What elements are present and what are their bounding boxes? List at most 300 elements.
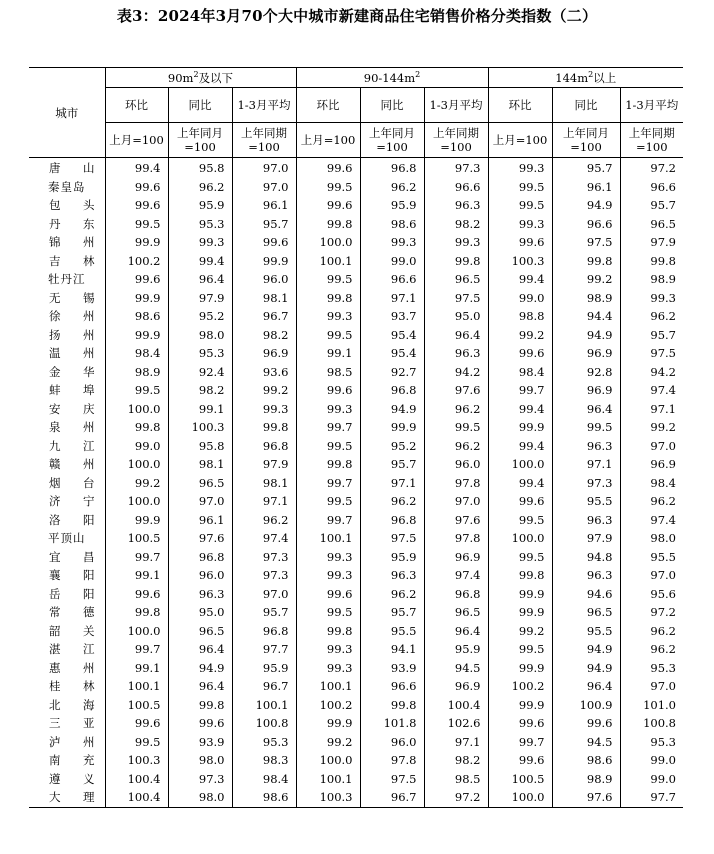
index-value-cell: 96.0 <box>232 270 296 289</box>
table-row <box>29 233 683 252</box>
table-row <box>29 307 683 326</box>
index-value-cell: 99.6 <box>232 233 296 252</box>
index-value-cell: 94.8 <box>552 548 620 567</box>
index-value-cell: 100.3 <box>168 418 232 437</box>
city-cell <box>29 585 105 604</box>
index-value-cell: 97.8 <box>424 529 488 548</box>
index-value-cell: 99.5 <box>296 437 360 456</box>
base-header: 上月=100 <box>296 123 360 158</box>
index-value-cell: 95.3 <box>232 733 296 752</box>
city-cell <box>29 492 105 511</box>
index-value-cell: 98.0 <box>168 788 232 807</box>
index-value-cell: 95.5 <box>552 492 620 511</box>
index-value-cell: 99.8 <box>168 696 232 715</box>
index-value-cell: 95.3 <box>620 733 683 752</box>
table-row <box>29 733 683 752</box>
index-value-cell: 99.7 <box>488 381 552 400</box>
index-value-cell: 99.6 <box>105 714 168 733</box>
index-value-cell: 95.9 <box>360 196 424 215</box>
index-value-cell: 99.5 <box>488 548 552 567</box>
base-header: 上月=100 <box>488 123 552 158</box>
index-value-cell: 99.2 <box>488 622 552 641</box>
index-value-cell: 99.6 <box>105 270 168 289</box>
index-value-cell: 95.9 <box>360 548 424 567</box>
index-value-cell: 100.0 <box>488 788 552 807</box>
index-value-cell: 96.3 <box>552 566 620 585</box>
city-cell <box>29 289 105 308</box>
index-value-cell: 99.8 <box>105 418 168 437</box>
index-value-cell: 96.2 <box>620 307 683 326</box>
index-value-cell: 97.9 <box>552 529 620 548</box>
index-value-cell: 96.2 <box>620 492 683 511</box>
index-value-cell: 94.1 <box>360 640 424 659</box>
city-cell <box>29 696 105 715</box>
index-value-cell: 97.0 <box>620 566 683 585</box>
city-cell <box>29 511 105 530</box>
index-value-cell: 97.6 <box>424 381 488 400</box>
index-value-cell: 99.5 <box>488 640 552 659</box>
index-value-cell: 94.9 <box>552 196 620 215</box>
index-value-cell: 99.6 <box>296 158 360 178</box>
city-cell <box>29 770 105 789</box>
index-value-cell: 97.3 <box>232 566 296 585</box>
table-row <box>29 270 683 289</box>
index-value-cell: 99.8 <box>296 289 360 308</box>
index-value-cell: 99.9 <box>105 289 168 308</box>
index-value-cell: 96.2 <box>360 585 424 604</box>
index-value-cell: 96.6 <box>552 215 620 234</box>
index-value-cell: 99.8 <box>232 418 296 437</box>
index-value-cell: 96.6 <box>424 178 488 197</box>
table-row <box>29 400 683 419</box>
index-value-cell: 99.4 <box>488 437 552 456</box>
table-row <box>29 640 683 659</box>
index-value-cell: 95.6 <box>620 585 683 604</box>
index-value-cell: 95.7 <box>360 603 424 622</box>
index-value-cell: 93.6 <box>232 363 296 382</box>
base-header: 上年同期=100 <box>232 123 296 158</box>
table-row <box>29 437 683 456</box>
city-name: 蚌 埠 <box>49 383 95 397</box>
table-row <box>29 215 683 234</box>
index-value-cell: 97.6 <box>168 529 232 548</box>
table-row <box>29 455 683 474</box>
index-value-cell: 99.9 <box>488 659 552 678</box>
index-value-cell: 94.4 <box>552 307 620 326</box>
index-value-cell: 96.1 <box>168 511 232 530</box>
index-value-cell: 95.4 <box>360 326 424 345</box>
table-row <box>29 326 683 345</box>
city-cell <box>29 733 105 752</box>
city-cell <box>29 215 105 234</box>
city-name: 大 理 <box>49 790 95 804</box>
index-value-cell: 100.8 <box>620 714 683 733</box>
index-value-cell: 100.5 <box>488 770 552 789</box>
index-value-cell: 99.3 <box>488 215 552 234</box>
index-value-cell: 98.9 <box>552 289 620 308</box>
index-value-cell: 100.0 <box>105 400 168 419</box>
index-value-cell: 95.5 <box>620 548 683 567</box>
index-value-cell: 95.7 <box>232 603 296 622</box>
index-value-cell: 99.9 <box>105 233 168 252</box>
index-value-cell: 99.1 <box>105 659 168 678</box>
index-value-cell: 100.2 <box>296 696 360 715</box>
city-name: 济 宁 <box>49 494 95 508</box>
index-value-cell: 99.3 <box>296 548 360 567</box>
table-row <box>29 529 683 548</box>
index-value-cell: 97.2 <box>620 603 683 622</box>
table-row <box>29 178 683 197</box>
city-cell <box>29 437 105 456</box>
city-cell <box>29 158 105 178</box>
table-row <box>29 418 683 437</box>
index-value-cell: 99.6 <box>168 714 232 733</box>
index-value-cell: 97.5 <box>552 233 620 252</box>
table-row <box>29 289 683 308</box>
index-value-cell: 99.8 <box>296 215 360 234</box>
index-value-cell: 99.6 <box>488 714 552 733</box>
city-name: 岳 阳 <box>49 586 95 601</box>
table-row <box>29 585 683 604</box>
index-value-cell: 97.4 <box>620 381 683 400</box>
index-value-cell: 99.3 <box>296 400 360 419</box>
base-header: 上年同月=100 <box>552 123 620 158</box>
metric-header: 同比 <box>168 88 232 123</box>
index-value-cell: 100.5 <box>105 696 168 715</box>
index-value-cell: 99.3 <box>296 640 360 659</box>
table-row <box>29 474 683 493</box>
index-value-cell: 96.5 <box>168 622 232 641</box>
index-value-cell: 99.9 <box>105 511 168 530</box>
index-value-cell: 97.8 <box>360 751 424 770</box>
index-value-cell: 99.6 <box>105 178 168 197</box>
index-value-cell: 98.4 <box>488 363 552 382</box>
index-value-cell: 97.1 <box>232 492 296 511</box>
index-value-cell: 98.9 <box>105 363 168 382</box>
index-value-cell: 100.3 <box>105 751 168 770</box>
index-value-cell: 96.8 <box>232 622 296 641</box>
city-name: 九 江 <box>49 438 95 453</box>
index-value-cell: 96.1 <box>552 178 620 197</box>
table-row <box>29 770 683 789</box>
index-value-cell: 95.5 <box>552 622 620 641</box>
index-value-cell: 96.6 <box>620 178 683 197</box>
table-row <box>29 696 683 715</box>
index-value-cell: 96.9 <box>232 344 296 363</box>
index-value-cell: 97.3 <box>232 548 296 567</box>
index-value-cell: 95.7 <box>620 326 683 345</box>
city-name: 唐 山 <box>49 161 95 175</box>
city-name: 赣 州 <box>49 457 95 471</box>
metric-header: 1-3月平均 <box>232 88 296 123</box>
index-value-cell: 96.1 <box>232 196 296 215</box>
index-value-cell: 99.0 <box>620 751 683 770</box>
index-value-cell: 96.2 <box>424 400 488 419</box>
metric-header: 环比 <box>105 88 168 123</box>
city-name: 无 锡 <box>49 290 95 305</box>
index-value-cell: 101.0 <box>620 696 683 715</box>
index-value-cell: 97.0 <box>232 585 296 604</box>
index-value-cell: 99.7 <box>296 418 360 437</box>
index-value-cell: 95.3 <box>168 344 232 363</box>
index-value-cell: 96.2 <box>424 437 488 456</box>
city-cell <box>29 566 105 585</box>
table-row <box>29 492 683 511</box>
index-value-cell: 99.0 <box>620 770 683 789</box>
index-value-cell: 96.4 <box>168 640 232 659</box>
index-value-cell: 100.1 <box>296 677 360 696</box>
index-value-cell: 99.5 <box>296 326 360 345</box>
city-cell <box>29 529 105 548</box>
index-value-cell: 100.4 <box>105 788 168 807</box>
index-value-cell: 94.6 <box>552 585 620 604</box>
index-value-cell: 97.0 <box>620 677 683 696</box>
city-cell <box>29 178 105 197</box>
index-value-cell: 99.1 <box>105 566 168 585</box>
index-value-cell: 99.9 <box>232 252 296 271</box>
index-value-cell: 97.7 <box>232 640 296 659</box>
index-value-cell: 97.2 <box>620 158 683 178</box>
index-value-cell: 98.5 <box>296 363 360 382</box>
index-value-cell: 99.2 <box>552 270 620 289</box>
index-value-cell: 97.0 <box>232 158 296 178</box>
index-value-cell: 99.8 <box>105 603 168 622</box>
table-row <box>29 751 683 770</box>
index-value-cell: 93.9 <box>168 733 232 752</box>
index-value-cell: 96.9 <box>620 455 683 474</box>
index-value-cell: 99.2 <box>488 326 552 345</box>
index-value-cell: 98.0 <box>168 326 232 345</box>
index-value-cell: 99.9 <box>105 326 168 345</box>
index-value-cell: 97.4 <box>232 529 296 548</box>
index-value-cell: 100.0 <box>105 622 168 641</box>
index-value-cell: 99.8 <box>296 622 360 641</box>
index-value-cell: 99.7 <box>105 640 168 659</box>
index-value-cell: 99.9 <box>488 696 552 715</box>
index-value-cell: 95.0 <box>424 307 488 326</box>
index-value-cell: 99.9 <box>360 418 424 437</box>
index-value-cell: 96.3 <box>168 585 232 604</box>
index-value-cell: 99.8 <box>552 252 620 271</box>
index-value-cell: 99.4 <box>105 158 168 178</box>
city-name: 遵 义 <box>49 771 95 786</box>
index-value-cell: 97.5 <box>360 529 424 548</box>
index-value-cell: 96.0 <box>424 455 488 474</box>
index-value-cell: 99.8 <box>424 252 488 271</box>
index-value-cell: 96.2 <box>620 640 683 659</box>
index-value-cell: 99.6 <box>105 585 168 604</box>
city-cell <box>29 474 105 493</box>
index-value-cell: 95.4 <box>360 344 424 363</box>
index-value-cell: 96.2 <box>360 178 424 197</box>
index-value-cell: 97.8 <box>424 474 488 493</box>
index-value-cell: 98.3 <box>232 751 296 770</box>
index-value-cell: 100.3 <box>296 788 360 807</box>
index-value-cell: 97.3 <box>552 474 620 493</box>
index-value-cell: 99.6 <box>552 714 620 733</box>
index-value-cell: 98.1 <box>232 474 296 493</box>
city-cell <box>29 270 105 289</box>
city-column-header: 城市 <box>29 68 105 158</box>
city-name: 常 德 <box>49 605 95 619</box>
index-value-cell: 98.1 <box>168 455 232 474</box>
index-value-cell: 95.8 <box>168 437 232 456</box>
index-value-cell: 100.1 <box>296 252 360 271</box>
index-value-cell: 99.2 <box>105 474 168 493</box>
index-value-cell: 99.5 <box>296 178 360 197</box>
index-value-cell: 98.0 <box>620 529 683 548</box>
city-cell <box>29 363 105 382</box>
index-value-cell: 100.1 <box>296 770 360 789</box>
index-value-cell: 99.8 <box>360 696 424 715</box>
index-value-cell: 98.0 <box>168 751 232 770</box>
group-header-large: $144m^2$以上 <box>488 68 683 88</box>
index-value-cell: 99.6 <box>296 585 360 604</box>
index-value-cell: 99.9 <box>488 603 552 622</box>
index-value-cell: 94.9 <box>168 659 232 678</box>
index-value-cell: 94.5 <box>552 733 620 752</box>
index-value-cell: 96.8 <box>360 511 424 530</box>
index-value-cell: 95.9 <box>424 640 488 659</box>
index-value-cell: 99.3 <box>296 307 360 326</box>
index-value-cell: 99.8 <box>488 566 552 585</box>
city-name: 包 头 <box>49 198 95 212</box>
index-value-cell: 99.4 <box>488 474 552 493</box>
index-value-cell: 93.9 <box>360 659 424 678</box>
index-value-cell: 99.1 <box>296 344 360 363</box>
table-row <box>29 252 683 271</box>
base-header: 上月=100 <box>105 123 168 158</box>
index-value-cell: 97.4 <box>620 511 683 530</box>
index-value-cell: 97.5 <box>360 770 424 789</box>
index-value-cell: 95.0 <box>168 603 232 622</box>
index-value-cell: 96.7 <box>232 677 296 696</box>
metric-header: 环比 <box>296 88 360 123</box>
index-value-cell: 99.5 <box>488 178 552 197</box>
index-value-cell: 98.1 <box>232 289 296 308</box>
base-header: 上年同月=100 <box>168 123 232 158</box>
index-value-cell: 96.2 <box>360 492 424 511</box>
index-value-cell: 96.5 <box>424 270 488 289</box>
index-value-cell: 98.6 <box>552 751 620 770</box>
city-name: 惠 州 <box>49 660 95 675</box>
index-value-cell: 95.2 <box>360 437 424 456</box>
index-value-cell: 100.1 <box>105 677 168 696</box>
index-value-cell: 97.0 <box>424 492 488 511</box>
city-name: 北 海 <box>49 697 95 712</box>
group-header-small: $90m^2$及以下 <box>105 68 296 88</box>
index-value-cell: 98.2 <box>424 751 488 770</box>
index-value-cell: 99.5 <box>424 418 488 437</box>
city-name: 温 州 <box>49 346 95 360</box>
city-name: 平顶山 <box>48 531 86 545</box>
index-value-cell: 99.2 <box>296 733 360 752</box>
index-value-cell: 98.2 <box>424 215 488 234</box>
index-value-cell: 96.9 <box>552 381 620 400</box>
city-cell <box>29 751 105 770</box>
city-name: 襄 阳 <box>49 568 95 582</box>
index-value-cell: 99.6 <box>105 196 168 215</box>
index-value-cell: 95.7 <box>232 215 296 234</box>
index-value-cell: 98.8 <box>488 307 552 326</box>
index-value-cell: 98.6 <box>105 307 168 326</box>
index-value-cell: 99.3 <box>296 659 360 678</box>
index-value-cell: 97.5 <box>620 344 683 363</box>
table-row <box>29 548 683 567</box>
city-cell <box>29 603 105 622</box>
index-value-cell: 96.2 <box>620 622 683 641</box>
index-value-cell: 94.2 <box>424 363 488 382</box>
index-value-cell: 94.2 <box>620 363 683 382</box>
index-value-cell: 102.6 <box>424 714 488 733</box>
index-value-cell: 96.9 <box>552 344 620 363</box>
index-value-cell: 100.0 <box>105 455 168 474</box>
index-value-cell: 96.5 <box>168 474 232 493</box>
index-value-cell: 94.9 <box>552 640 620 659</box>
index-value-cell: 97.3 <box>424 158 488 178</box>
price-index-table <box>29 67 683 808</box>
index-value-cell: 99.5 <box>105 733 168 752</box>
index-value-cell: 95.8 <box>168 158 232 178</box>
group-header-medium: $90-144m^2$ <box>296 68 488 88</box>
city-name: 泉 州 <box>49 420 95 434</box>
table-row <box>29 714 683 733</box>
city-cell <box>29 548 105 567</box>
index-value-cell: 96.7 <box>232 307 296 326</box>
index-value-cell: 99.7 <box>296 474 360 493</box>
index-value-cell: 97.3 <box>168 770 232 789</box>
city-cell <box>29 455 105 474</box>
city-cell <box>29 196 105 215</box>
index-value-cell: 100.1 <box>232 696 296 715</box>
index-value-cell: 99.7 <box>105 548 168 567</box>
city-cell <box>29 659 105 678</box>
index-value-cell: 96.5 <box>424 603 488 622</box>
index-value-cell: 100.2 <box>488 677 552 696</box>
index-value-cell: 99.3 <box>168 233 232 252</box>
index-value-cell: 93.7 <box>360 307 424 326</box>
index-value-cell: 99.7 <box>296 511 360 530</box>
index-value-cell: 96.4 <box>168 270 232 289</box>
index-value-cell: 96.3 <box>424 344 488 363</box>
city-name: 烟 台 <box>49 475 95 490</box>
index-value-cell: 98.4 <box>620 474 683 493</box>
index-value-cell: 94.9 <box>552 326 620 345</box>
table-row <box>29 659 683 678</box>
index-value-cell: 99.2 <box>232 381 296 400</box>
city-cell <box>29 344 105 363</box>
index-value-cell: 99.3 <box>424 233 488 252</box>
index-value-cell: 100.9 <box>552 696 620 715</box>
index-value-cell: 100.5 <box>105 529 168 548</box>
index-value-cell: 96.6 <box>360 270 424 289</box>
index-value-cell: 95.2 <box>168 307 232 326</box>
index-value-cell: 97.1 <box>360 289 424 308</box>
index-value-cell: 92.8 <box>552 363 620 382</box>
index-value-cell: 98.2 <box>232 326 296 345</box>
index-value-cell: 99.9 <box>488 585 552 604</box>
index-value-cell: 99.5 <box>488 511 552 530</box>
index-value-cell: 97.6 <box>424 511 488 530</box>
index-value-cell: 98.6 <box>360 215 424 234</box>
index-value-cell: 97.1 <box>552 455 620 474</box>
metric-header: 同比 <box>360 88 424 123</box>
city-name: 金 华 <box>49 364 95 379</box>
city-name: 三 亚 <box>49 716 95 730</box>
city-cell <box>29 381 105 400</box>
index-value-cell: 97.2 <box>424 788 488 807</box>
base-header: 上年同期=100 <box>620 123 683 158</box>
